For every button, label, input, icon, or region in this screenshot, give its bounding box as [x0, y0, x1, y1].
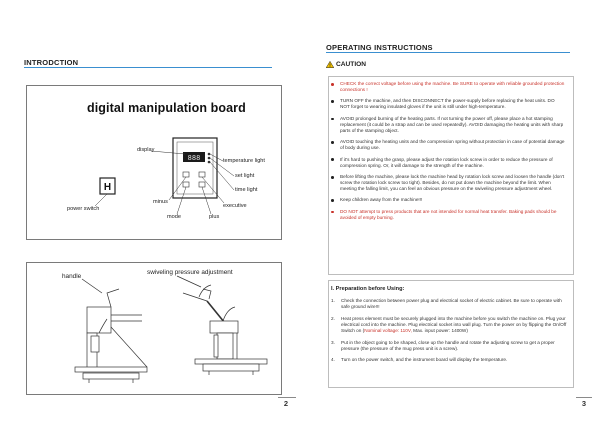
right-section-title: OPERATING INSTRUCTIONS	[326, 43, 433, 52]
label-power-switch: power switch	[67, 206, 100, 212]
plus-button-icon	[199, 182, 205, 187]
caution-item: DO NOT attempt to press products that are not intended for normal heat transfer. Baking pads should be avoided of empty burning.	[329, 209, 565, 221]
set-light-icon	[208, 157, 211, 160]
label-display: display	[137, 147, 155, 153]
power-switch-letter: H	[103, 182, 112, 193]
right-page-number-rule	[576, 397, 592, 398]
step-number: 2.	[331, 315, 335, 321]
caution-list	[329, 81, 565, 226]
left-section-title: INTRODCTION	[24, 58, 79, 67]
label-handle: handle	[62, 273, 82, 280]
right-page-number: 3	[581, 399, 587, 408]
step-item	[331, 357, 567, 363]
caution-heading	[326, 61, 366, 68]
caution-label: CAUTION	[336, 61, 367, 68]
caution-item: Keep children away from the machine!!!	[329, 197, 565, 203]
left-title-rule	[24, 67, 272, 68]
label-time-light: time light	[235, 187, 258, 193]
step-number: 3.	[331, 339, 335, 345]
label-set-light: set light	[235, 173, 255, 179]
label-plus: plus	[209, 214, 220, 220]
label-minus: minus	[153, 199, 168, 205]
temperature-light-icon	[208, 153, 211, 156]
minus-button-icon	[183, 172, 189, 177]
label-swiveling: swiveling pressure adjustment	[147, 269, 233, 276]
step-item	[331, 340, 567, 352]
svg-text:888: 888	[187, 154, 201, 162]
warning-triangle-icon	[326, 61, 334, 68]
caution-box	[328, 76, 574, 275]
time-light-icon	[208, 161, 211, 164]
caution-item: AVOID touching the heating units and the compression spring without protection in case of potential damage of body during use.	[329, 139, 565, 151]
step-item	[331, 316, 567, 334]
caution-item: TURN OFF the machine, and then DISCONNECT the power-supply before replacing the heat units. DO NOT forget to wearing insulated gloves if the unit is still under high-temperature.	[329, 98, 565, 110]
step-text-highlight: Nominal voltage: 110V,	[364, 327, 412, 333]
left-page-number: 2	[283, 399, 289, 408]
caution-item: CHECK the correct voltage before using the machine. Be SURE to operate with reliable grounded protection connections !	[329, 81, 565, 93]
control-board-drawing	[27, 86, 281, 239]
left-page-number-rule-a	[278, 397, 296, 398]
label-temperature-light: temperature light	[223, 158, 265, 164]
step-text-tail: Max. input power: 1400W)	[411, 327, 468, 333]
step-number: 1.	[331, 298, 335, 303]
step-text: Heat press element must be securely plugged into the machine before you switch the machine on. Plug your electrical cord into the machine. Plug electrical socket into wall plug. Turn the power on by flipping the On/Off Switch on (	[341, 315, 567, 333]
mode-button-icon	[183, 182, 189, 187]
figure-title: digital manipulation board	[87, 101, 246, 115]
step-text: Check the connection between power plug and electrical socket of electric cabinet. Be sure to operate with safe ground wire!!!	[341, 298, 562, 310]
right-title-rule	[326, 52, 570, 53]
figure-control-board	[26, 85, 282, 240]
step-text: Turn on the power switch, and the instrument board will display the temperature.	[341, 357, 508, 363]
control-panel-icon	[173, 138, 217, 198]
label-mode: mode	[167, 214, 181, 220]
caution-item: AVOID prolonged burning of the heating parts. If not turning the power off, please place a hot stamping replacement (it could be a strap and can be used repeatedly). AVOID damaging the heating units with sharp parts of the stamping object.	[329, 116, 565, 134]
preparation-title: I. Preparation before Using:	[331, 286, 405, 292]
preparation-box	[328, 280, 574, 388]
executive-button-icon	[199, 172, 205, 177]
label-executive: executive	[223, 203, 247, 209]
step-number: 4.	[331, 357, 335, 363]
caution-item: If it's hard to pushing the grasp, please adjust the rotation lock screw in order to reduce the pressure of compression spring. Or, it will damage to the strength of the machine.	[329, 157, 565, 169]
caution-item: Before lifting the machine, please lock the machine head by rotation lock screw and loosen the handle (don't screw the rotation lock screw too tight). Besides, do not put down the machine beyond the limit. When meeting the falling limit, you can feel an obvious pressure on the swiveling pressure adjustment wheel.	[329, 174, 565, 192]
figure-press-side-view	[26, 262, 282, 395]
step-text: Put in the object going to be shaped, close up the handle and rotate the adjusting screw to get a proper pressure (the pressure of the mug press unit is a screw).	[341, 339, 555, 351]
preparation-steps	[331, 298, 567, 369]
step-item	[331, 298, 567, 310]
press-drawing	[27, 263, 281, 394]
